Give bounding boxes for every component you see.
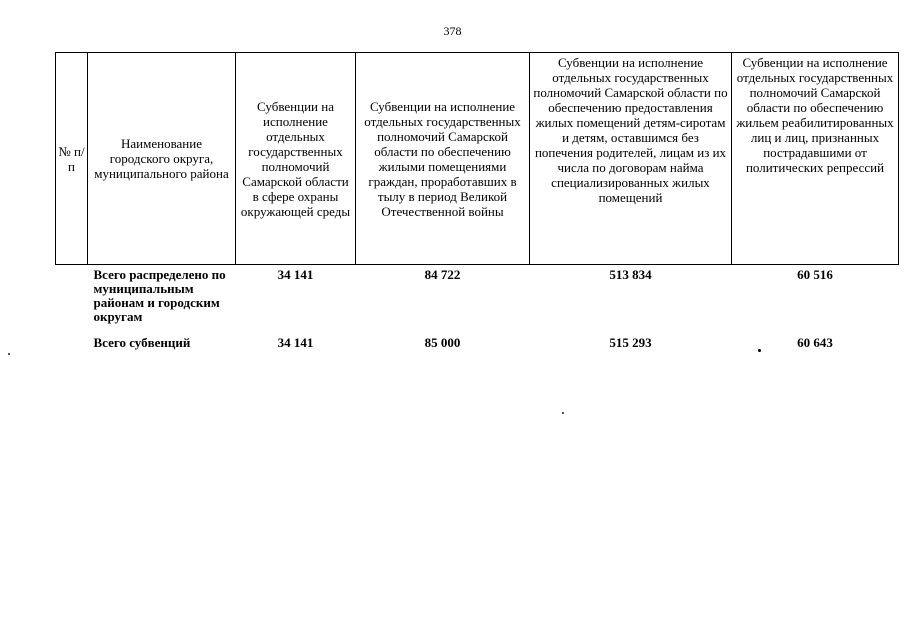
header-orphans-housing: Субвенции на исполнение отдельных государственных полномочий Самарской области по обеспечению предоставления жилых помещений детям-сиротам и детям, оставшимся без попечения родителей, лицам из их числа по договорам найма специализированных жилых помещений [530,53,732,265]
table-row [56,327,899,353]
page-number: 378 [443,24,462,38]
row-name: Всего распределено по муниципальным районам и городским округам [93,267,226,324]
header-rehabilitated-housing: Субвенции на исполнение отдельных государственных полномочий Самарской области по обеспечению жильем реабилитированных лиц и лиц, признанных пострадавшими от политических репрессий [732,53,899,265]
row-name: Всего субвенций [93,335,191,350]
scan-speck [562,412,564,414]
header-env-protection: Субвенции на исполнение отдельных государственных полномочий Самарской области в сфере охраны окружающей среды [236,53,356,265]
row-value: 34 141 [277,267,314,282]
row-value: 85 000 [424,335,461,350]
scan-speck [8,353,10,355]
row-value: 515 293 [609,335,652,350]
row-value: 34 141 [277,335,314,350]
row-value: 60 643 [797,335,833,350]
table-row [56,265,899,328]
row-value: 60 516 [797,267,833,282]
header-number: № п/п [56,53,88,265]
header-name: Наименование городского округа, муниципального района [88,53,236,265]
scan-dot [758,349,761,352]
row-value: 84 722 [424,267,461,282]
subventions-table [55,52,899,353]
header-home-front-workers: Субвенции на исполнение отдельных государственных полномочий Самарской области по обеспечению жилыми помещениями граждан, проработавших в тылу в период Великой Отечественной войны [356,53,530,265]
row-value: 513 834 [609,267,652,282]
